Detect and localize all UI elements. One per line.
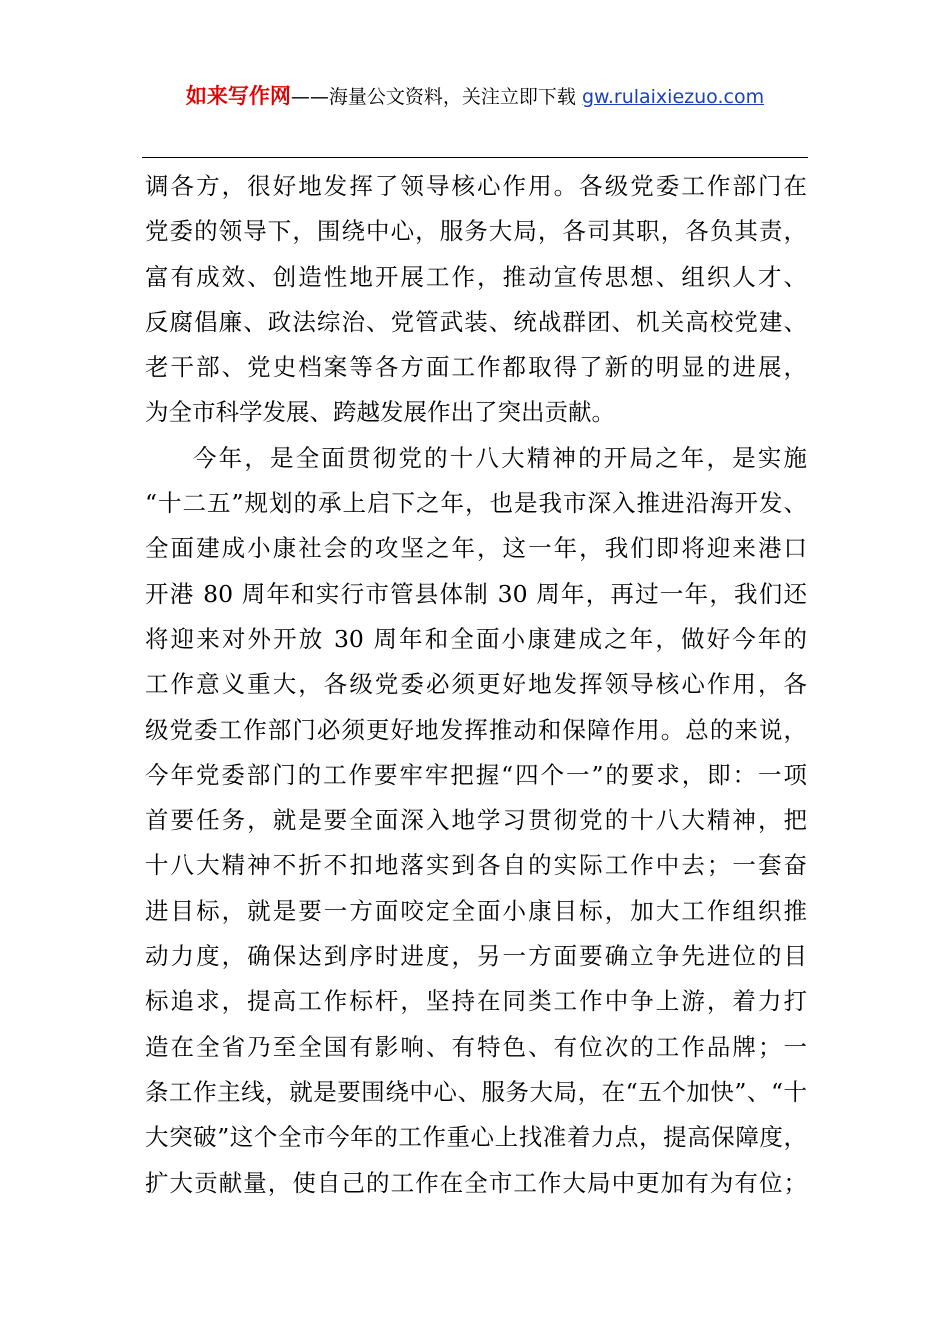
text-line: 大突破”这个全市今年的工作重心上找准着力点，提高保障度， bbox=[145, 1123, 807, 1152]
text-line: 富有成效、创造性地开展工作，推动宣传思想、组织人才、 bbox=[145, 262, 807, 291]
paragraph-2 bbox=[145, 436, 807, 1206]
text-line: 调各方，很好地发挥了领导核心作用。各级党委工作部门在 bbox=[145, 172, 807, 200]
text-line: 工作意义重大，各级党委必须更好地发挥领导核心作用，各 bbox=[145, 670, 807, 699]
brand-name: 如来写作网 bbox=[185, 84, 291, 108]
paragraph-1 bbox=[145, 164, 807, 436]
text-line: 为全市科学发展、跨越发展作出了突出贡献。 bbox=[145, 398, 615, 427]
text-line: “十二五”规划的承上启下之年，也是我市深入推进沿海开发、 bbox=[145, 489, 807, 518]
header-tagline: ——海量公文资料，关注立即下载 bbox=[290, 86, 576, 108]
text-line: 标追求，提高工作标杆，坚持在同类工作中争上游，着力打 bbox=[145, 987, 807, 1016]
text-line: 造在全省乃至全国有影响、有特色、有位次的工作品牌；一 bbox=[145, 1032, 807, 1061]
text-line: 扩大贡献量，使自己的工作在全市工作大局中更加有为有位； bbox=[145, 1168, 807, 1197]
text-line: 今年党委部门的工作要牢牢把握“四个一”的要求，即：一项 bbox=[145, 760, 807, 789]
text-line: 全面建成小康社会的攻坚之年，这一年，我们即将迎来港口 bbox=[145, 534, 807, 563]
page-header bbox=[0, 80, 950, 110]
text-line: 动力度，确保达到序时进度，另一方面要确立争先进位的目 bbox=[145, 942, 807, 971]
text-line: 老干部、党史档案等各方面工作都取得了新的明显的进展， bbox=[145, 353, 807, 382]
text-line: 十八大精神不折不扣地落实到各自的实际工作中去；一套奋 bbox=[145, 851, 807, 880]
site-link[interactable]: gw.rulaixiezuo.com bbox=[581, 86, 765, 108]
text-line: 级党委工作部门必须更好地发挥推动和保障作用。总的来说， bbox=[145, 715, 807, 744]
text-line: 党委的领导下，围绕中心，服务大局，各司其职，各负其责， bbox=[145, 217, 807, 246]
text-line: 开港 80 周年和实行市管县体制 30 周年，再过一年，我们还 bbox=[145, 579, 807, 608]
header-divider bbox=[142, 157, 808, 158]
text-line: 反腐倡廉、政法综治、党管武装、统战群团、机关高校党建、 bbox=[145, 307, 807, 336]
text-line: 条工作主线，就是要围绕中心、服务大局，在“五个加快”、“十 bbox=[145, 1077, 807, 1106]
text-line: 今年，是全面贯彻党的十八大精神的开局之年，是实施 bbox=[193, 443, 807, 472]
document-body bbox=[145, 164, 807, 1206]
text-line: 首要任务，就是要全面深入地学习贯彻党的十八大精神，把 bbox=[145, 806, 807, 835]
text-line: 进目标，就是要一方面咬定全面小康目标，加大工作组织推 bbox=[145, 896, 807, 925]
text-line: 将迎来对外开放 30 周年和全面小康建成之年，做好今年的 bbox=[145, 624, 807, 653]
